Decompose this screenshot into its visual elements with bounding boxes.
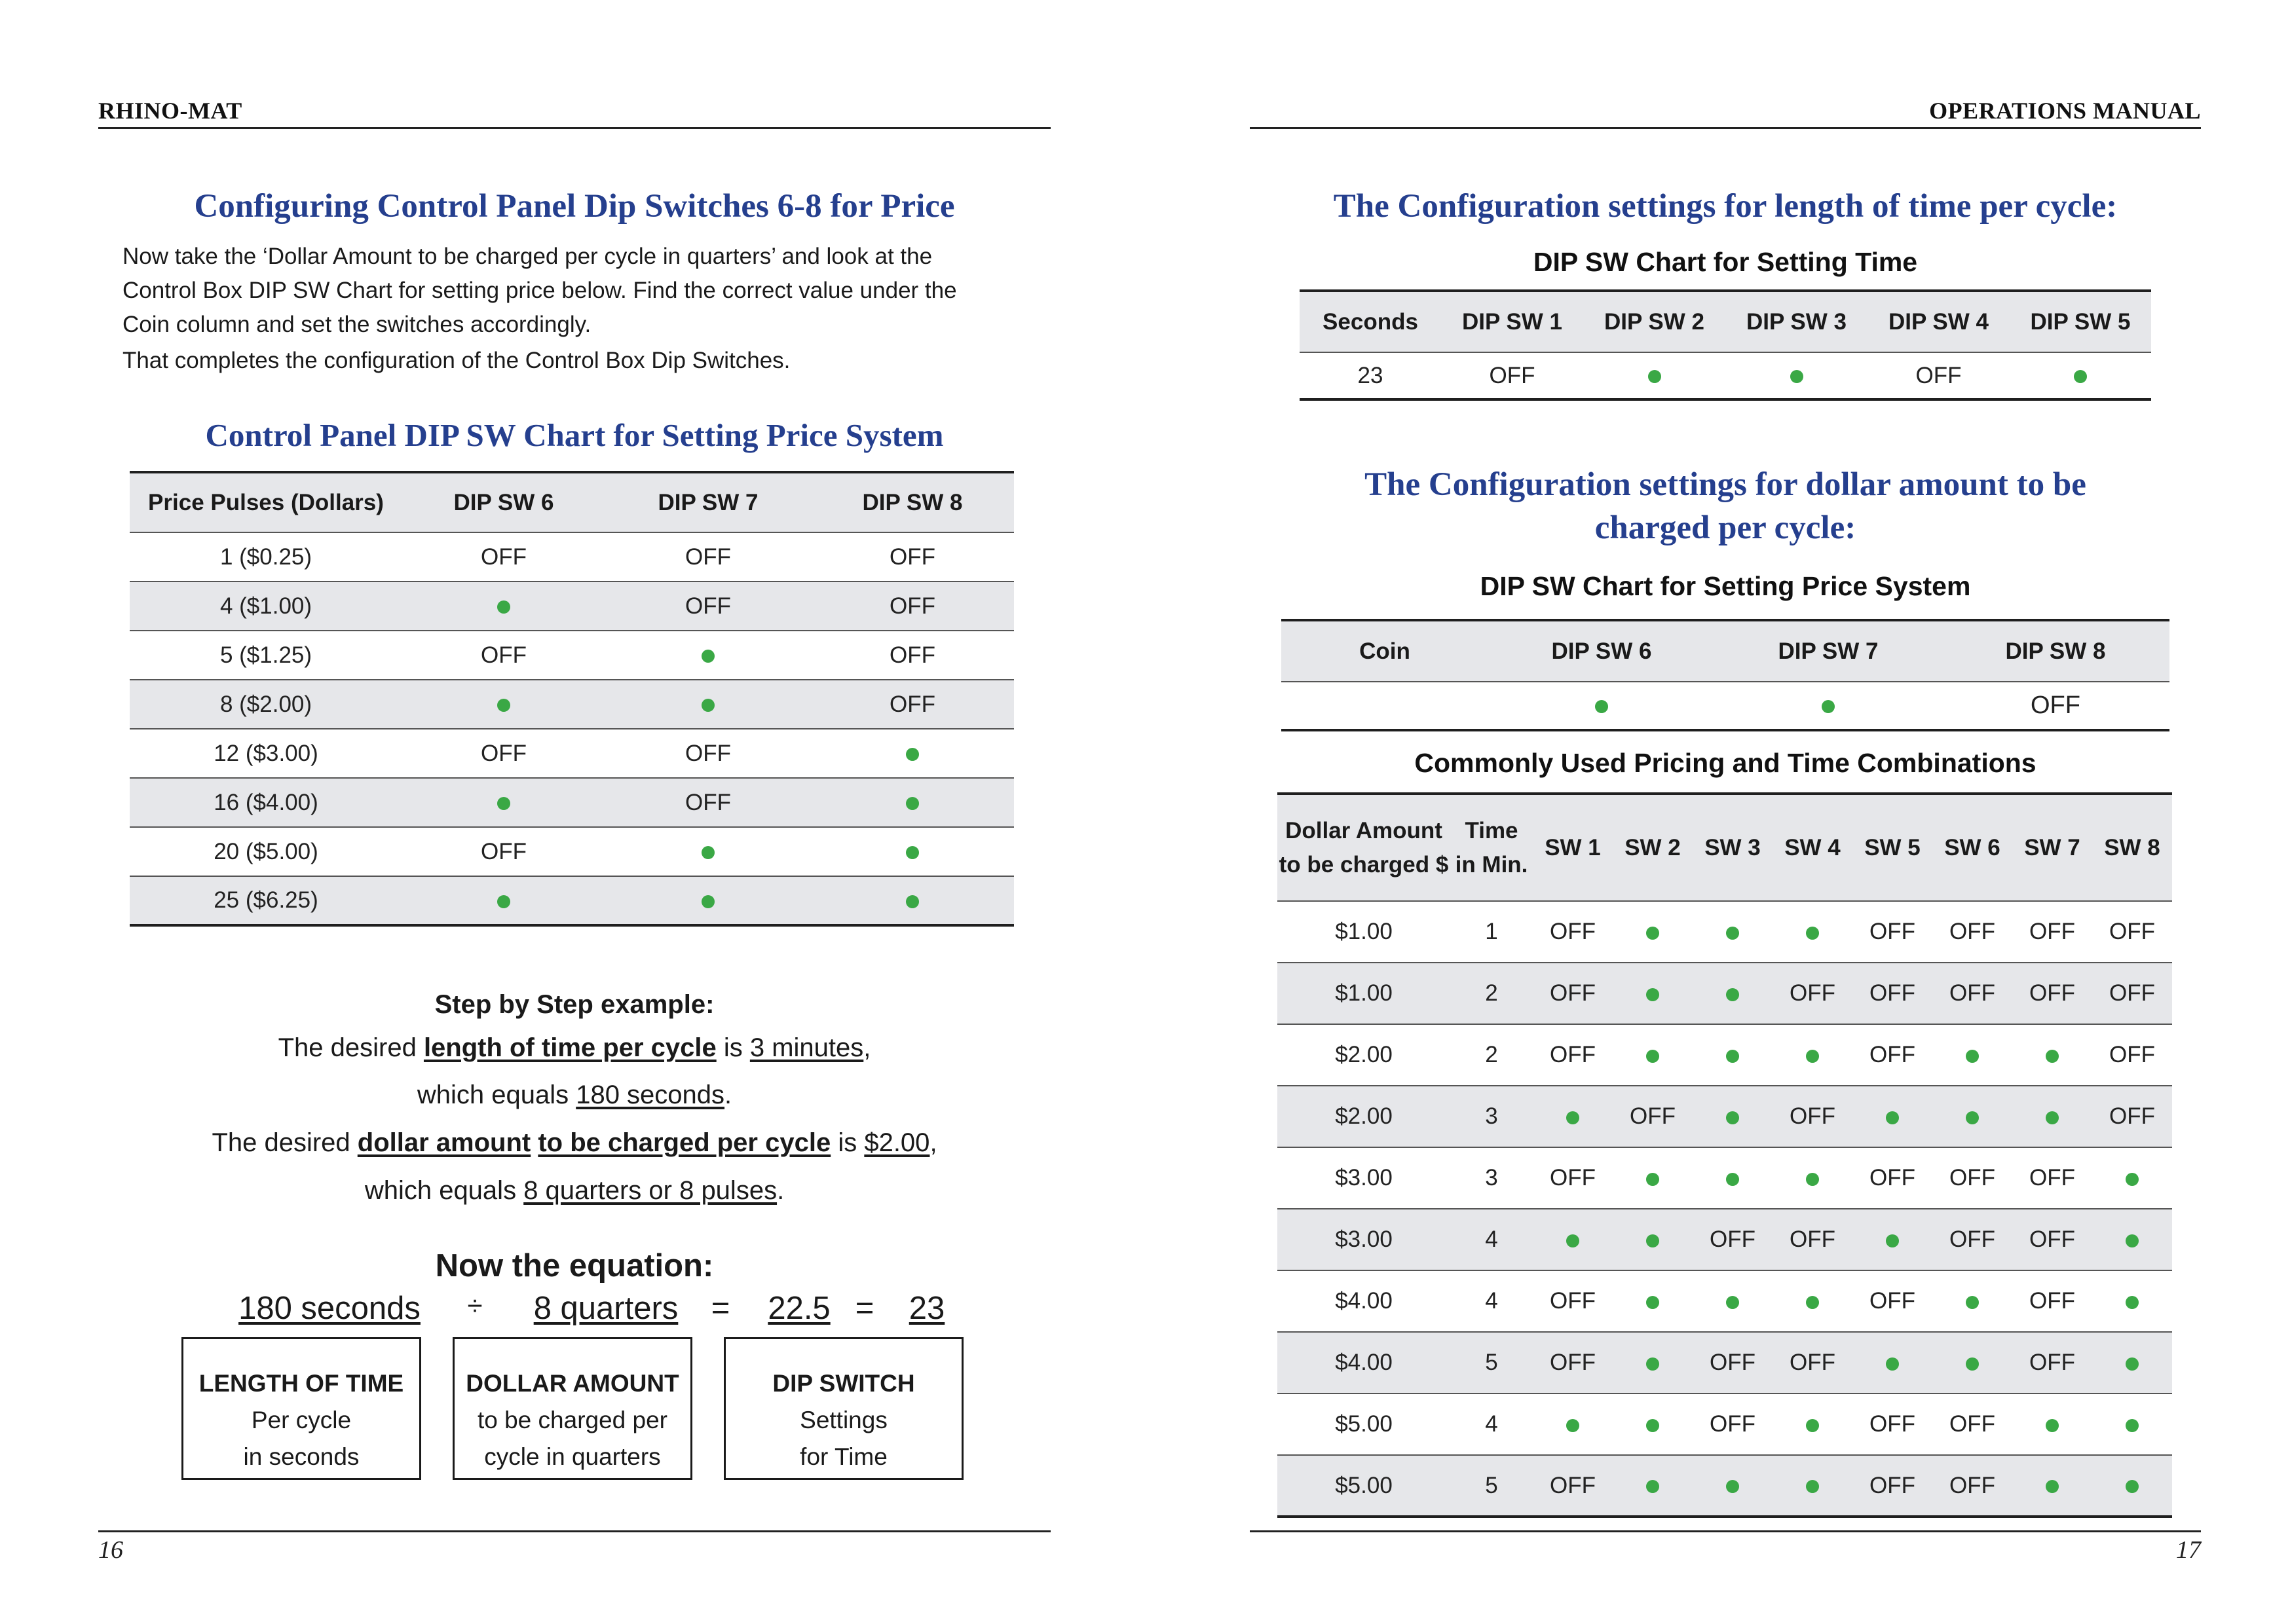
- equation-term-result: 22.5: [768, 1291, 831, 1326]
- switch-cell: [2092, 1455, 2172, 1517]
- switch-cell: OFF: [402, 729, 605, 778]
- table-row: [130, 876, 1014, 925]
- switch-cell: OFF: [1533, 1455, 1613, 1517]
- on-indicator-dot: [1566, 1111, 1579, 1124]
- column-header: DIP SW 6: [1488, 620, 1715, 682]
- on-indicator-dot: [906, 797, 919, 810]
- table-row: [130, 680, 1014, 729]
- section-title-time-config: The Configuration settings for length of time per cycle:: [1333, 188, 2118, 225]
- switch-cell: OFF: [1533, 1147, 1613, 1209]
- table-row: [1277, 1024, 2172, 1086]
- switch-cell: OFF: [1441, 352, 1583, 399]
- switch-cell: [1693, 1270, 1773, 1332]
- on-indicator-dot: [1646, 988, 1659, 1001]
- table-row: [130, 631, 1014, 680]
- table-row: [1277, 1209, 2172, 1270]
- column-header: DIP SW 2: [1583, 291, 1725, 352]
- switch-cell: [2092, 1393, 2172, 1455]
- switch-cell: OFF: [1852, 1147, 1932, 1209]
- switch-cell: OFF: [1852, 1455, 1932, 1517]
- dollar-amount-cell: $2.00: [1277, 1024, 1450, 1086]
- intro-line: That completes the configuration of the Control Box Dip Switches.: [122, 348, 791, 373]
- switch-cell: [1613, 1455, 1693, 1517]
- switch-cell: OFF: [1852, 1024, 1932, 1086]
- time-minutes-cell: 1: [1450, 901, 1533, 963]
- column-header: SW 4: [1773, 794, 1852, 901]
- switch-cell: [1533, 1209, 1613, 1270]
- dollar-amount-cell: $5.00: [1277, 1455, 1450, 1517]
- on-indicator-dot: [1646, 1173, 1659, 1186]
- on-indicator-dot: [1886, 1111, 1899, 1124]
- equals-symbol: =: [711, 1291, 730, 1326]
- column-header-time: Time in Min.: [1450, 794, 1533, 901]
- price-pulses-cell: 16 ($4.00): [130, 778, 402, 827]
- on-indicator-dot: [2126, 1234, 2139, 1247]
- on-indicator-dot: [1726, 1111, 1739, 1124]
- switch-cell: [2092, 1147, 2172, 1209]
- price-pulses-cell: 20 ($5.00): [130, 827, 402, 876]
- time-minutes-cell: 3: [1450, 1147, 1533, 1209]
- switch-cell: [1613, 1332, 1693, 1393]
- table-row: [130, 729, 1014, 778]
- switch-cell: OFF: [2012, 1332, 2092, 1393]
- time-setting-table: [1300, 289, 2151, 401]
- box-dip-switch: DIP SWITCH Settings for Time: [724, 1337, 964, 1480]
- switch-cell: [1613, 1024, 1693, 1086]
- time-minutes-cell: 4: [1450, 1393, 1533, 1455]
- on-indicator-dot: [1966, 1296, 1979, 1309]
- switch-cell: [1533, 1086, 1613, 1147]
- on-indicator-dot: [1806, 1296, 1819, 1309]
- switch-cell: OFF: [2092, 963, 2172, 1024]
- switch-cell: OFF: [2012, 901, 2092, 963]
- time-minutes-cell: 5: [1450, 1332, 1533, 1393]
- switch-cell: [1613, 1147, 1693, 1209]
- price-pulses-cell: 25 ($6.25): [130, 876, 402, 925]
- price-system-table: [130, 471, 1014, 927]
- switch-cell: OFF: [811, 532, 1014, 581]
- column-header: SW 3: [1693, 794, 1773, 901]
- switch-cell: OFF: [605, 581, 811, 631]
- coin-cell: [1281, 682, 1488, 730]
- switch-cell: [2012, 1086, 2092, 1147]
- on-indicator-dot: [1566, 1234, 1579, 1247]
- switch-cell: [1613, 901, 1693, 963]
- switch-cell: OFF: [402, 827, 605, 876]
- table-row: [130, 778, 1014, 827]
- switch-cell: [1613, 1393, 1693, 1455]
- column-header: SW 5: [1852, 794, 1932, 901]
- price-pulses-cell: 5 ($1.25): [130, 631, 402, 680]
- switch-cell: [1693, 963, 1773, 1024]
- on-indicator-dot: [2046, 1050, 2059, 1063]
- switch-cell: [1773, 1270, 1852, 1332]
- switch-cell: [1693, 1086, 1773, 1147]
- switch-cell: OFF: [1773, 1209, 1852, 1270]
- section-title-dollar-config: The Configuration settings for dollar amount to be charged per cycle:: [1364, 466, 2086, 547]
- column-header: Seconds: [1300, 291, 1441, 352]
- switch-cell: [605, 827, 811, 876]
- table-row: [1277, 963, 2172, 1024]
- switch-cell: OFF: [2092, 901, 2172, 963]
- switch-cell: [2092, 1270, 2172, 1332]
- on-indicator-dot: [1646, 927, 1659, 940]
- box-dollar-amount: DOLLAR AMOUNT to be charged per cycle in quarters: [453, 1337, 692, 1480]
- switch-cell: OFF: [1932, 963, 2012, 1024]
- switch-cell: OFF: [2012, 963, 2092, 1024]
- time-chart-title: DIP SW Chart for Setting Time: [1533, 247, 1918, 277]
- header-rule: [1250, 127, 2201, 129]
- divide-symbol: ÷: [467, 1290, 483, 1321]
- switch-cell: [402, 876, 605, 925]
- switch-cell: [811, 778, 1014, 827]
- combinations-table: [1277, 792, 2172, 1518]
- column-header: SW 8: [2092, 794, 2172, 901]
- dollar-amount-cell: $4.00: [1277, 1332, 1450, 1393]
- switch-cell: OFF: [1533, 901, 1613, 963]
- intro-line: Now take the ‘Dollar Amount to be charged per cycle in quarters’ and look at the: [122, 244, 933, 269]
- switch-cell: OFF: [605, 729, 811, 778]
- switch-cell: OFF: [605, 532, 811, 581]
- on-indicator-dot: [1806, 927, 1819, 940]
- on-indicator-dot: [1646, 1419, 1659, 1432]
- switch-cell: OFF: [1852, 963, 1932, 1024]
- column-header: DIP SW 7: [605, 472, 811, 532]
- example-line: The desired length of time per cycle is 3 minutes,: [278, 1033, 871, 1062]
- on-indicator-dot: [497, 895, 510, 908]
- switch-cell: [1852, 1332, 1932, 1393]
- on-indicator-dot: [906, 846, 919, 859]
- time-minutes-cell: 5: [1450, 1455, 1533, 1517]
- switch-cell: OFF: [402, 532, 605, 581]
- switch-cell: [1773, 1393, 1852, 1455]
- column-header: DIP SW 8: [1942, 620, 2169, 682]
- on-indicator-dot: [1726, 1296, 1739, 1309]
- switch-cell: [1773, 901, 1852, 963]
- switch-cell: [1533, 1393, 1613, 1455]
- column-header: SW 7: [2012, 794, 2092, 901]
- example-heading: Step by Step example:: [434, 990, 715, 1019]
- switch-cell: OFF: [402, 631, 605, 680]
- header-rule: [98, 127, 1051, 129]
- section-title-price-config: Configuring Control Panel Dip Switches 6-8 for Price: [194, 188, 955, 225]
- equation-heading: Now the equation:: [435, 1248, 714, 1283]
- price-pulses-cell: 1 ($0.25): [130, 532, 402, 581]
- on-indicator-dot: [1886, 1357, 1899, 1371]
- dollar-amount-cell: $4.00: [1277, 1270, 1450, 1332]
- switch-cell: OFF: [605, 778, 811, 827]
- left-page: [98, 0, 1051, 1624]
- on-indicator-dot: [1806, 1480, 1819, 1493]
- on-indicator-dot: [1646, 1480, 1659, 1493]
- column-header: SW 6: [1932, 794, 2012, 901]
- dollar-amount-cell: $3.00: [1277, 1209, 1450, 1270]
- on-indicator-dot: [1726, 927, 1739, 940]
- on-indicator-dot: [1886, 1234, 1899, 1247]
- table-row: [130, 581, 1014, 631]
- combinations-title: Commonly Used Pricing and Time Combinations: [1414, 748, 2037, 778]
- switch-cell: [1613, 1209, 1693, 1270]
- on-indicator-dot: [2046, 1111, 2059, 1124]
- switch-cell: OFF: [1852, 901, 1932, 963]
- table-row: [1277, 1393, 2172, 1455]
- on-indicator-dot: [497, 699, 510, 712]
- switch-cell: [1773, 1147, 1852, 1209]
- switch-cell: OFF: [2012, 1270, 2092, 1332]
- example-line: which equals 8 quarters or 8 pulses.: [364, 1176, 785, 1205]
- dollar-amount-cell: $3.00: [1277, 1147, 1450, 1209]
- switch-cell: [2012, 1024, 2092, 1086]
- switch-cell: [1613, 1270, 1693, 1332]
- column-header: DIP SW 5: [2010, 291, 2151, 352]
- column-header: DIP SW 3: [1725, 291, 1868, 352]
- on-indicator-dot: [1726, 1173, 1739, 1186]
- table-row: [1281, 682, 2169, 730]
- column-header: DIP SW 6: [402, 472, 605, 532]
- on-indicator-dot: [497, 797, 510, 810]
- switch-cell: OFF: [2092, 1086, 2172, 1147]
- time-minutes-cell: 4: [1450, 1209, 1533, 1270]
- switch-cell: OFF: [1533, 1270, 1613, 1332]
- table-row: [1277, 1455, 2172, 1517]
- table-row: [1277, 1332, 2172, 1393]
- switch-cell: [605, 876, 811, 925]
- price-chart-title-left: Control Panel DIP SW Chart for Setting Price System: [205, 417, 944, 453]
- switch-cell: OFF: [1533, 1332, 1613, 1393]
- on-indicator-dot: [2126, 1173, 2139, 1186]
- switch-cell: [1932, 1024, 2012, 1086]
- price-pulses-cell: 8 ($2.00): [130, 680, 402, 729]
- table-row: [1277, 901, 2172, 963]
- on-indicator-dot: [1726, 988, 1739, 1001]
- on-indicator-dot: [1806, 1050, 1819, 1063]
- switch-cell: OFF: [1773, 1086, 1852, 1147]
- page-number-right: 17: [2176, 1536, 2201, 1564]
- on-indicator-dot: [2126, 1357, 2139, 1371]
- switch-cell: [1932, 1086, 2012, 1147]
- switch-cell: [1773, 1455, 1852, 1517]
- running-header-right: OPERATIONS MANUAL: [1929, 98, 2201, 124]
- on-indicator-dot: [1966, 1050, 1979, 1063]
- on-indicator-dot: [1595, 700, 1608, 713]
- on-indicator-dot: [702, 846, 715, 859]
- intro-line: Coin column and set the switches accordingly.: [122, 312, 591, 337]
- on-indicator-dot: [702, 650, 715, 663]
- on-indicator-dot: [2126, 1480, 2139, 1493]
- switch-cell: OFF: [2092, 1024, 2172, 1086]
- switch-cell: [2012, 1455, 2092, 1517]
- column-header: SW 2: [1613, 794, 1693, 901]
- on-indicator-dot: [1806, 1419, 1819, 1432]
- switch-cell: OFF: [1693, 1332, 1773, 1393]
- on-indicator-dot: [1822, 700, 1835, 713]
- switch-cell: [605, 680, 811, 729]
- switch-cell: [811, 876, 1014, 925]
- footer-rule: [1250, 1530, 2201, 1532]
- on-indicator-dot: [497, 600, 510, 614]
- switch-cell: OFF: [1533, 1024, 1613, 1086]
- price-pulses-cell: 4 ($1.00): [130, 581, 402, 631]
- switch-cell: [2092, 1209, 2172, 1270]
- on-indicator-dot: [906, 895, 919, 908]
- switch-cell: [1715, 682, 1942, 730]
- switch-cell: [811, 729, 1014, 778]
- column-header: Coin: [1281, 620, 1488, 682]
- on-indicator-dot: [702, 895, 715, 908]
- on-indicator-dot: [2126, 1419, 2139, 1432]
- switch-cell: OFF: [1693, 1393, 1773, 1455]
- on-indicator-dot: [1726, 1480, 1739, 1493]
- on-indicator-dot: [1646, 1050, 1659, 1063]
- switch-cell: OFF: [1868, 352, 2010, 399]
- switch-cell: OFF: [1533, 963, 1613, 1024]
- equation-term-seconds: 180 seconds: [238, 1291, 421, 1326]
- dollar-amount-cell: $1.00: [1277, 901, 1450, 963]
- column-header: DIP SW 7: [1715, 620, 1942, 682]
- switch-cell: OFF: [811, 680, 1014, 729]
- on-indicator-dot: [2046, 1480, 2059, 1493]
- example-line: which equals 180 seconds.: [417, 1080, 732, 1109]
- switch-cell: [1693, 901, 1773, 963]
- on-indicator-dot: [1726, 1050, 1739, 1063]
- time-minutes-cell: 3: [1450, 1086, 1533, 1147]
- switch-cell: [2012, 1393, 2092, 1455]
- switch-cell: OFF: [1613, 1086, 1693, 1147]
- switch-cell: [1773, 1024, 1852, 1086]
- on-indicator-dot: [2046, 1419, 2059, 1432]
- switch-cell: [1932, 1332, 2012, 1393]
- example-line: The desired dollar amount to be charged per cycle is $2.00,: [212, 1128, 937, 1157]
- column-header: DIP SW 8: [811, 472, 1014, 532]
- switch-cell: OFF: [1932, 1209, 2012, 1270]
- dollar-amount-cell: $2.00: [1277, 1086, 1450, 1147]
- switch-cell: [1693, 1147, 1773, 1209]
- coin-price-table: [1281, 619, 2169, 731]
- switch-cell: OFF: [2012, 1209, 2092, 1270]
- on-indicator-dot: [1648, 370, 1661, 383]
- column-header: Price Pulses (Dollars): [130, 472, 402, 532]
- switch-cell: [1725, 352, 1868, 399]
- switch-cell: OFF: [1932, 1455, 2012, 1517]
- on-indicator-dot: [1646, 1234, 1659, 1247]
- switch-cell: [2010, 352, 2151, 399]
- intro-line: Control Box DIP SW Chart for setting price below. Find the correct value under the: [122, 278, 957, 303]
- on-indicator-dot: [906, 748, 919, 761]
- switch-cell: [402, 680, 605, 729]
- switch-cell: OFF: [1773, 963, 1852, 1024]
- column-header: SW 1: [1533, 794, 1613, 901]
- price-chart-title-right: DIP SW Chart for Setting Price System: [1480, 571, 1971, 601]
- switch-cell: [811, 827, 1014, 876]
- switch-cell: [1693, 1455, 1773, 1517]
- switch-cell: OFF: [1932, 901, 2012, 963]
- page-number-left: 16: [98, 1536, 123, 1564]
- table-row: [1277, 1147, 2172, 1209]
- footer-rule: [98, 1530, 1051, 1532]
- switch-cell: [1852, 1086, 1932, 1147]
- switch-cell: OFF: [2012, 1147, 2092, 1209]
- on-indicator-dot: [1646, 1296, 1659, 1309]
- switch-cell: [1488, 682, 1715, 730]
- box-length-of-time: LENGTH OF TIME Per cycle in seconds: [181, 1337, 421, 1480]
- time-minutes-cell: 2: [1450, 1024, 1533, 1086]
- switch-cell: [605, 631, 811, 680]
- switch-cell: OFF: [1932, 1147, 2012, 1209]
- table-row: [1277, 1270, 2172, 1332]
- switch-cell: OFF: [1773, 1332, 1852, 1393]
- switch-cell: [1693, 1024, 1773, 1086]
- switch-cell: OFF: [1852, 1270, 1932, 1332]
- dollar-amount-cell: $5.00: [1277, 1393, 1450, 1455]
- switch-cell: OFF: [1852, 1393, 1932, 1455]
- column-header-amount: Dollar Amount to be charged $: [1277, 794, 1450, 901]
- switch-cell: [1932, 1270, 2012, 1332]
- column-header: DIP SW 4: [1868, 291, 2010, 352]
- switch-cell: [402, 581, 605, 631]
- time-minutes-cell: 4: [1450, 1270, 1533, 1332]
- table-row: [130, 532, 1014, 581]
- running-header-left: RHINO-MAT: [98, 98, 242, 124]
- table-row: [130, 827, 1014, 876]
- equation-term-quarters: 8 quarters: [533, 1291, 679, 1326]
- right-page: [1250, 0, 2201, 1624]
- on-indicator-dot: [1790, 370, 1803, 383]
- column-header: DIP SW 1: [1441, 291, 1583, 352]
- switch-cell: OFF: [1693, 1209, 1773, 1270]
- on-indicator-dot: [1806, 1173, 1819, 1186]
- price-pulses-cell: 12 ($3.00): [130, 729, 402, 778]
- equation-term-rounded: 23: [909, 1291, 945, 1326]
- on-indicator-dot: [702, 699, 715, 712]
- switch-cell: [1583, 352, 1725, 399]
- on-indicator-dot: [2126, 1296, 2139, 1309]
- table-row: [1300, 352, 2151, 399]
- seconds-cell: 23: [1300, 352, 1441, 399]
- time-minutes-cell: 2: [1450, 963, 1533, 1024]
- on-indicator-dot: [1646, 1357, 1659, 1371]
- dollar-amount-cell: $1.00: [1277, 963, 1450, 1024]
- switch-cell: OFF: [811, 631, 1014, 680]
- switch-cell: [1852, 1209, 1932, 1270]
- switch-cell: OFF: [811, 581, 1014, 631]
- switch-cell: [402, 778, 605, 827]
- table-row: [1277, 1086, 2172, 1147]
- on-indicator-dot: [2074, 370, 2087, 383]
- switch-cell: [1613, 963, 1693, 1024]
- on-indicator-dot: [1966, 1111, 1979, 1124]
- switch-cell: OFF: [1942, 682, 2169, 730]
- switch-cell: [2092, 1332, 2172, 1393]
- on-indicator-dot: [1966, 1357, 1979, 1371]
- equals-symbol: =: [855, 1291, 874, 1326]
- on-indicator-dot: [1566, 1419, 1579, 1432]
- switch-cell: OFF: [1932, 1393, 2012, 1455]
